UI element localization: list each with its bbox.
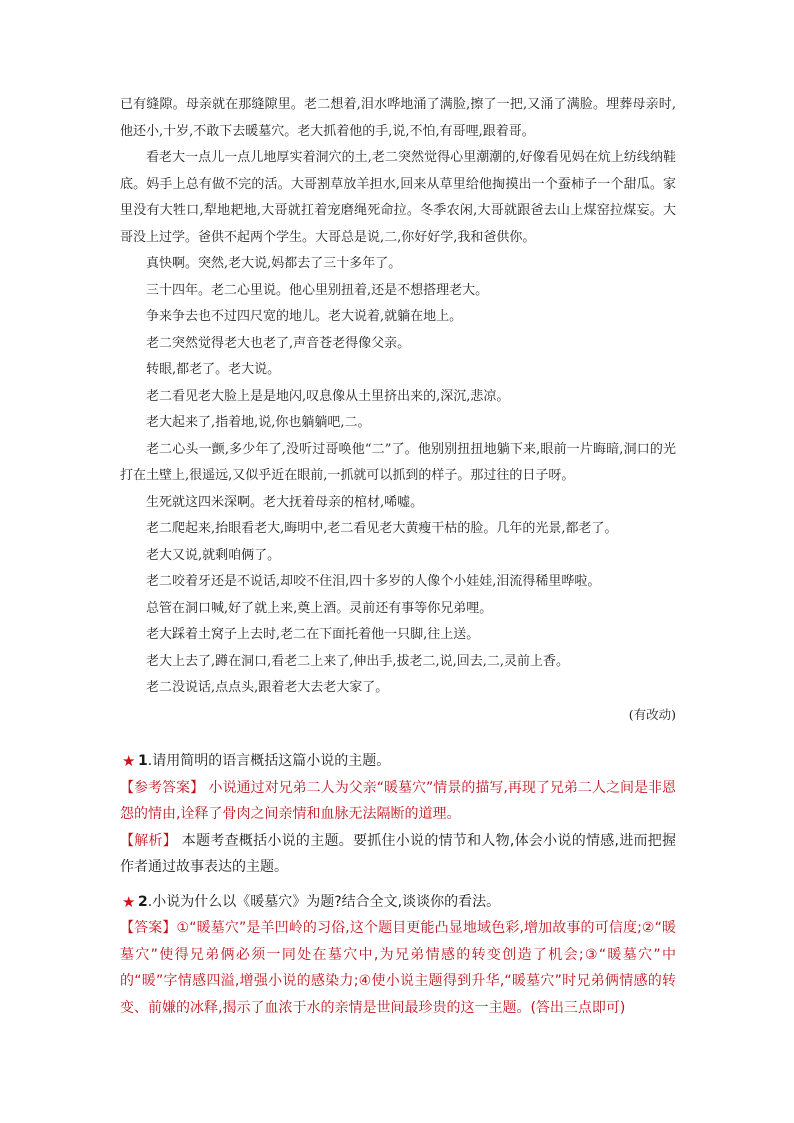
story-paragraph-4: 三十四年。老二心里说。他心里别扭着,还是不想搭理老大。 bbox=[146, 282, 489, 298]
question-number: 1 bbox=[138, 753, 148, 769]
answer-text: ①“暖墓穴”是羊凹岭的习俗,这个题目更能凸显地域色彩,增加故事的可信度;②“暖墓穴”使得兄弟俩必须一同处在墓穴中,为兄弟情感的转变创造了机会;③“暖墓穴”中的“暖”字情感四溢,增强小说的感染力;④使小说主题得到升华,“暖墓穴”时兄弟俩情感的转变、前嫌的冰释,揭示了血浓于水的亲情是世间最珍贵的这一主题。(答出三点即可) bbox=[120, 920, 676, 1016]
reference-answer-1 bbox=[120, 775, 676, 828]
question-prompt: .请用简明的语言概括这篇小说的主题。 bbox=[147, 753, 391, 769]
question-2 bbox=[120, 889, 676, 916]
story-paragraph-5: 争来争去也不过四尺宽的地儿。老大说着,就躺在地上。 bbox=[146, 309, 463, 324]
answer-text: 小说通过对兄弟二人为父亲“暖墓穴”情景的描写,再现了兄弟二人之间是非恩怨的情由,诠释了骨肉之间亲情和血脉无法隔断的道理。 bbox=[120, 779, 677, 822]
answer-label: 【参考答案】 bbox=[120, 779, 205, 796]
questions-section bbox=[120, 748, 676, 1021]
story-paragraph-11: 生死就这四米深啊。老大抚着母亲的棺材,唏嘘。 bbox=[146, 494, 424, 510]
story-paragraph-13: 老大又说,就剩咱俩了。 bbox=[146, 547, 281, 563]
story-paragraph-9: 老大起来了,指着地,说,你也躺躺吧,二。 bbox=[146, 415, 371, 430]
story-paragraph-3: 真快啊。突然,老大说,妈都去了三十多年了。 bbox=[146, 256, 402, 271]
story-paragraph-7: 转眼,都老了。老大说。 bbox=[146, 362, 281, 377]
story-paragraph-1: 已有缝隙。母亲就在那缝隙里。老二想着,泪水哗地涌了满脸,擦了一把,又涌了满脸。埋葬母亲时,他还小,十岁,不敢下去暖墓穴。老大抓着他的手,说,不怕,有哥哩,跟着哥。 bbox=[120, 97, 676, 139]
story-paragraph-14: 老二咬着牙还是不说话,却咬不住泪,四十多岁的人像个小娃娃,泪流得稀里哗啦。 bbox=[146, 574, 601, 589]
answer-label: 【答案】 bbox=[120, 920, 177, 936]
story-paragraph-6: 老二突然觉得老大也老了,声音苍老得像父亲。 bbox=[146, 335, 411, 351]
story-paragraph-8: 老二看见老大脸上是是地闪,叹息像从土里挤出来的,深沉,悲凉。 bbox=[146, 388, 510, 404]
analysis-text: 本题考查概括小说的主题。要抓住小说的情节和人物,体会小说的情感,进而把握作者通过故事表达的主题。 bbox=[120, 832, 677, 875]
story-paragraph-17: 老大上去了,蹲在洞口,看老二上来了,伸出手,拔老二,说,回去,二,灵前上香。 bbox=[146, 653, 570, 669]
story-paragraph-2: 看老大一点儿一点儿地厚实着洞穴的土,老二突然觉得心里潮潮的,好像看见妈在炕上纺线纳鞋底。妈手上总有做不完的活。大哥割草放羊担水,回来从草里给他掏摸出一个蚕柿子一个甜瓜。家里没有大牲口,犁地耙地,大哥就扛着宠磨绳死命拉。冬季农闲,大哥就跟爸去山上煤窑拉煤妄。大哥没上过学。爸供不起两个学生。大哥总是说,二,你好好学,我和爸供你。 bbox=[120, 150, 676, 245]
story-paragraph-12: 老二爬起来,抬眼看老大,晦明中,老二看见老大黄瘦干枯的脸。几年的光景,都老了。 bbox=[146, 521, 618, 536]
star-icon: ★ bbox=[122, 892, 136, 911]
analysis-1 bbox=[120, 828, 676, 881]
question-1 bbox=[120, 748, 676, 775]
story-paragraph-18: 老二没说话,点点头,跟着老大去老大家了。 bbox=[146, 680, 389, 695]
star-icon: ★ bbox=[122, 752, 136, 770]
story-paragraph-10: 老二心头一颤,多少年了,没听过哥唤他“二”了。他别别扭扭地躺下来,眼前一片晦暗,洞口的光打在土壁上,很遥远,又似乎近在眼前,一抓就可以抓到的样子。那过往的日子呀。 bbox=[120, 441, 676, 483]
story-paragraph-15: 总管在洞口喊,好了就上来,奠上酒。灵前还有事等你兄弟哩。 bbox=[146, 600, 493, 616]
story-paragraph-16: 老大踩着土窝子上去时,老二在下面托着他一只脚,往上送。 bbox=[146, 627, 480, 642]
source-note: (有改动) bbox=[628, 706, 676, 722]
question-number: 2 bbox=[138, 893, 148, 910]
reference-answer-2 bbox=[120, 915, 676, 1021]
story-text bbox=[120, 92, 676, 728]
analysis-label: 【解析】 bbox=[120, 832, 178, 849]
question-prompt: .小说为什么以《暖墓穴》为题?结合全文,谈谈你的看法。 bbox=[147, 893, 501, 910]
spacer bbox=[120, 881, 676, 889]
